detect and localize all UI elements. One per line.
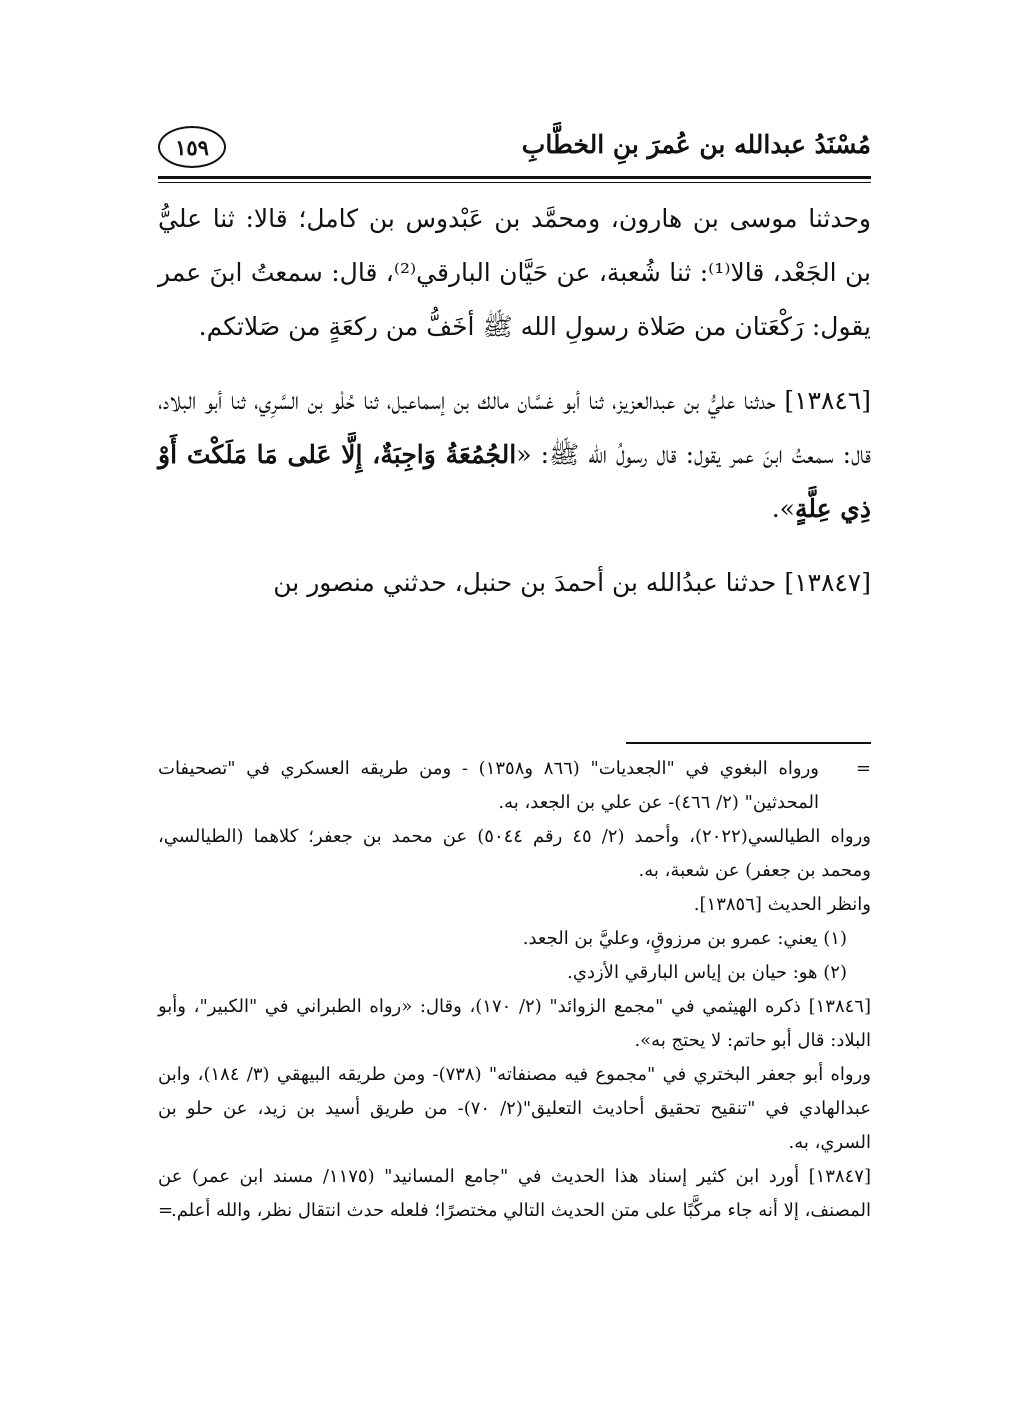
paragraph-13847: [١٣٨٤٧] حدثنا عبدُالله بن أحمدَ بن حنبل، حدثني منصور بن — [273, 568, 871, 597]
footnote-ref-13846: [١٣٨٤٦] ذكره الهيثمي في "مجمع الزوائد" (٢/ ١٧٠)، وقال: «رواه الطبراني في "الكبير"، وأبو البلاد: قال أبو حاتم: لا يحتج به». — [158, 996, 871, 1051]
page-number-badge: ١٥٩ — [158, 126, 226, 168]
footnote-continuation-1: ورواه البغوي في "الجعديات" (٨٦٦ و١٣٥٨) - ومن طريقه العسكري في "تصحيفات المحدثين" (٢/ ٤٦٦)- عن علي بن الجعد، به. — [158, 758, 819, 813]
paragraph-13846-intro: [١٣٨٤٦] حدثنا عليُّ بن عبدالعزيز، ثنا أبو غسَّان مالك بن إسماعيل، ثنا حُلْو بن السَّرِي، ثنا أبو البلاد، قال: سمعتُ ابنَ عمر يقول: قال رسولُ الله ﷺ: « — [158, 386, 871, 469]
continuation-marker-end: = — [158, 1200, 174, 1221]
paragraph-1: وحدثنا موسى بن هارون، ومحمَّد بن عَبْدوس بن كامل؛ قالا: ثنا عليُّ بن الجَعْد، قالا⁽¹⁾: ثنا شُعبة، عن حَيَّان البارقي⁽²⁾، قال: سمعتُ ابنَ عمر يقول: رَكْعَتان من صَلاة رسولِ الله ﷺ أخَفُّ من ركعَةٍ من صَلاتكم. — [158, 204, 871, 341]
footnote-continuation — [158, 752, 871, 820]
footnote-continuation-3: وانظر الحديث [١٣٨٥٦]. — [693, 894, 871, 915]
hadith-text: الجُمُعَةُ وَاجِبَةٌ، إِلَّا عَلى مَا مَلَكْتَ أَوْ ذِي عِلَّةٍ — [158, 440, 871, 523]
paragraph-13846 — [158, 374, 871, 536]
running-title: مُسْنَدُ عبدالله بن عُمرَ بنِ الخطَّابِ — [521, 130, 871, 159]
footnote-continuation-2: ورواه الطيالسي(٢٠٢٢)، وأحمد (٢/ ٤٥ رقم ٥٠٤٤) عن محمد بن جعفر؛ كلاهما (الطيالسي، ومحمد بن جعفر) عن شعبة، به. — [158, 826, 871, 881]
footnote-1: (١) يعني: عمرو بن مرزوقٍ، وعليَّ بن الجعد. — [522, 928, 847, 949]
footnote-ref-13847-block — [158, 1160, 871, 1228]
header-divider-thin — [158, 182, 871, 183]
main-text — [158, 192, 871, 610]
paragraph-13846-end: ». — [771, 494, 795, 523]
footnote-separator — [626, 742, 871, 744]
footnote-ref-13847: [١٣٨٤٧] أورد ابن كثير إسناد هذا الحديث في "جامع المسانيد" (١١٧٥/ مسند ابن عمر) عن المصنف، إلا أنه جاء مركَّبًا على متن الحديث التالي مختصرًا؛ فلعله حدث انتقال نظر، والله أعلم. — [158, 1166, 871, 1221]
page-header — [158, 118, 871, 176]
footnote-ref-13846-b: ورواه أبو جعفر البختري في "مجموع فيه مصنفاته" (٧٣٨)- ومن طريقه البيهقي (٣/ ١٨٤)، وابن عبدالهادي في "تنقيح تحقيق أحاديث التعليق"(٢/ ٧٠)- من طريق أسيد بن زيد، عن حلو بن السري، به. — [158, 1064, 871, 1153]
footnotes — [158, 752, 871, 1228]
header-divider-thick — [158, 176, 871, 179]
footnote-2: (٢) هو: حيان بن إياس البارقي الأزدي. — [567, 962, 847, 983]
continuation-marker-start: = — [855, 758, 871, 779]
